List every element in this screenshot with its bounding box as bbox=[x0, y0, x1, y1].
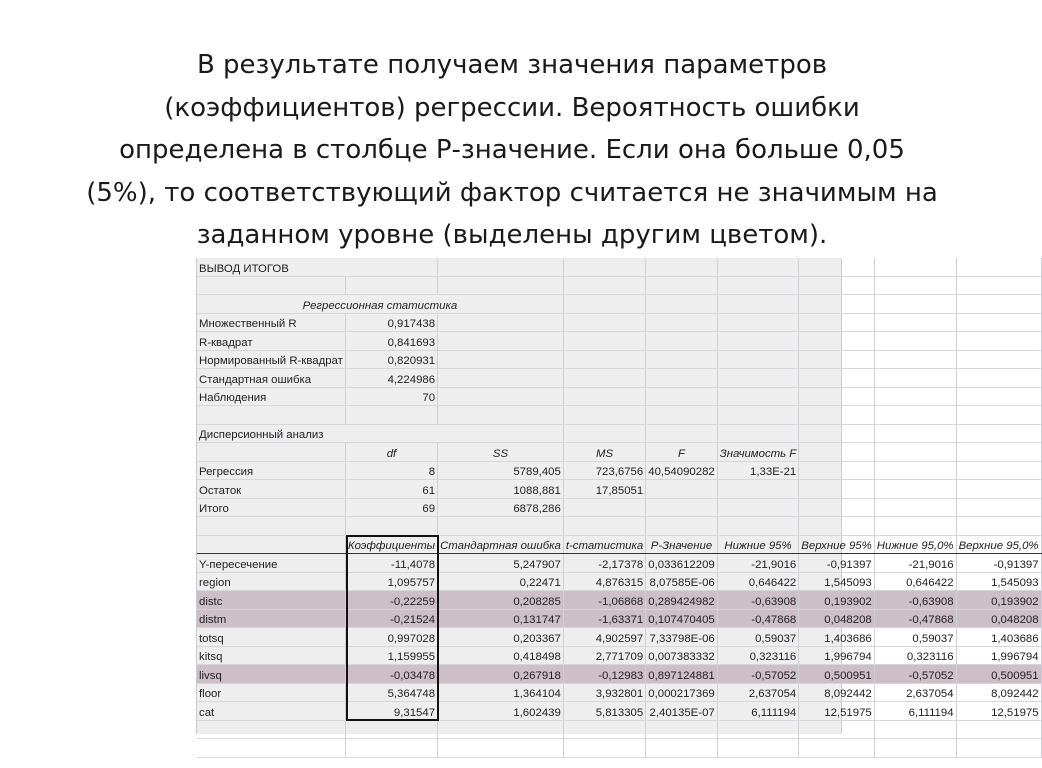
coef-variable-name: totsq bbox=[197, 628, 345, 647]
anova-ms bbox=[563, 498, 645, 517]
coefficient-value: 9,31547 bbox=[345, 702, 437, 721]
coef-stat-value: 2,771709 bbox=[563, 646, 645, 665]
coef-header: Коэффициенты bbox=[345, 535, 437, 554]
empty-cell bbox=[646, 295, 718, 314]
coef-stat-value: 0,500951 bbox=[799, 665, 875, 684]
coef-stat-value: 0,203367 bbox=[438, 628, 564, 647]
empty-row bbox=[197, 517, 1041, 536]
empty-cell bbox=[956, 332, 1041, 351]
coefficient-value: 1,095757 bbox=[345, 572, 437, 591]
empty-cell bbox=[956, 424, 1041, 443]
empty-cell bbox=[717, 332, 799, 351]
empty-cell bbox=[956, 350, 1041, 369]
empty-cell bbox=[438, 387, 564, 406]
empty-cell bbox=[717, 517, 799, 536]
anova-header: F bbox=[646, 443, 718, 462]
empty-cell bbox=[799, 424, 875, 443]
empty-cell bbox=[799, 406, 875, 425]
regstat-label: R-квадрат bbox=[197, 332, 345, 351]
empty-cell bbox=[956, 406, 1041, 425]
coef-stat-value: -0,91397 bbox=[956, 554, 1041, 573]
coef-stat-value: 0,289424982 bbox=[646, 591, 718, 610]
regstat-value: 70 bbox=[345, 387, 437, 406]
empty-row bbox=[197, 739, 1041, 758]
empty-row bbox=[197, 276, 1041, 295]
anova-ms: 17,85051 bbox=[563, 480, 645, 499]
slide-title bbox=[40, 44, 984, 257]
coef-stat-value: 7,33798E-06 bbox=[646, 628, 718, 647]
coef-stat-value: 0,646422 bbox=[717, 572, 799, 591]
empty-cell bbox=[799, 498, 875, 517]
coef-stat-value: 2,637054 bbox=[717, 683, 799, 702]
empty-cell bbox=[563, 350, 645, 369]
empty-cell bbox=[345, 720, 437, 739]
empty-cell bbox=[563, 276, 645, 295]
empty-cell bbox=[197, 720, 345, 739]
regstat-label: Нормированный R-квадрат bbox=[197, 350, 345, 369]
regstat-label: Множественный R bbox=[197, 313, 345, 332]
empty-cell bbox=[874, 443, 956, 462]
empty-cell bbox=[646, 517, 718, 536]
empty-cell bbox=[799, 332, 875, 351]
regstat-value: 4,224986 bbox=[345, 369, 437, 388]
coef-header: Нижние 95,0% bbox=[874, 535, 956, 554]
empty-cell bbox=[197, 535, 345, 554]
summary-title: ВЫВОД ИТОГОВ bbox=[197, 258, 438, 276]
coef-stat-value: 0,193902 bbox=[956, 591, 1041, 610]
anova-row bbox=[197, 480, 1041, 499]
empty-cell bbox=[717, 350, 799, 369]
coef-row bbox=[197, 591, 1041, 610]
empty-cell bbox=[799, 276, 875, 295]
coef-stat-value: 1,364104 bbox=[438, 683, 564, 702]
empty-cell bbox=[563, 739, 645, 758]
empty-cell bbox=[799, 350, 875, 369]
coef-variable-name: region bbox=[197, 572, 345, 591]
empty-cell bbox=[956, 498, 1041, 517]
anova-row bbox=[197, 498, 1041, 517]
coef-stat-value: -1,06868 bbox=[563, 591, 645, 610]
empty-cell bbox=[956, 720, 1041, 739]
empty-cell bbox=[874, 332, 956, 351]
coefficient-value: 5,364748 bbox=[345, 683, 437, 702]
title-line: определена в столбце Р-значение. Если она больше 0,05 bbox=[119, 135, 905, 165]
title-line: (коэффициентов) регрессии. Вероятность ошибки bbox=[164, 92, 860, 123]
empty-cell bbox=[345, 276, 437, 295]
empty-cell bbox=[799, 443, 875, 462]
coefficient-value: -0,21524 bbox=[345, 609, 437, 628]
empty-cell bbox=[646, 276, 718, 295]
regstat-label: Наблюдения bbox=[197, 387, 345, 406]
anova-df: 69 bbox=[345, 498, 437, 517]
coef-stat-value: 1,545093 bbox=[799, 572, 875, 591]
coef-variable-name: kitsq bbox=[197, 646, 345, 665]
empty-cell bbox=[438, 258, 564, 276]
empty-cell bbox=[563, 387, 645, 406]
empty-cell bbox=[563, 313, 645, 332]
anova-ss: 1088,881 bbox=[438, 480, 564, 499]
anova-ss: 5789,405 bbox=[438, 461, 564, 480]
regstat-value: 0,917438 bbox=[345, 313, 437, 332]
empty-cell bbox=[717, 406, 799, 425]
empty-cell bbox=[956, 258, 1041, 276]
coef-row bbox=[197, 609, 1041, 628]
empty-cell bbox=[799, 739, 875, 758]
empty-cell bbox=[438, 406, 564, 425]
empty-cell bbox=[646, 424, 718, 443]
empty-cell bbox=[874, 517, 956, 536]
empty-cell bbox=[646, 350, 718, 369]
empty-cell bbox=[438, 313, 564, 332]
empty-cell bbox=[563, 424, 645, 443]
anova-label: Остаток bbox=[197, 480, 345, 499]
coef-stat-value: 8,07585E-06 bbox=[646, 572, 718, 591]
coef-stat-value: 0,267918 bbox=[438, 665, 564, 684]
coef-stat-value: -0,63908 bbox=[874, 591, 956, 610]
empty-cell bbox=[874, 295, 956, 314]
regression-output-table bbox=[197, 258, 1042, 758]
coef-stat-value: 2,637054 bbox=[874, 683, 956, 702]
regstat-value: 0,841693 bbox=[345, 332, 437, 351]
coef-stat-value: 1,602439 bbox=[438, 702, 564, 721]
coef-header: t-статистика bbox=[563, 535, 645, 554]
coef-header: Верхние 95% bbox=[799, 535, 875, 554]
coef-stat-value: 6,111194 bbox=[874, 702, 956, 721]
empty-cell bbox=[874, 387, 956, 406]
empty-cell bbox=[717, 739, 799, 758]
coef-row bbox=[197, 665, 1041, 684]
empty-cell bbox=[197, 443, 345, 462]
coef-stat-value: -0,12983 bbox=[563, 665, 645, 684]
coef-variable-name: floor bbox=[197, 683, 345, 702]
empty-cell bbox=[717, 369, 799, 388]
anova-header: SS bbox=[438, 443, 564, 462]
coef-stat-value: -0,57052 bbox=[717, 665, 799, 684]
coef-header: P-Значение bbox=[646, 535, 718, 554]
empty-cell bbox=[563, 720, 645, 739]
coef-stat-value: 8,092442 bbox=[956, 683, 1041, 702]
empty-cell bbox=[345, 406, 437, 425]
anova-f: 40,54090282 bbox=[646, 461, 718, 480]
empty-cell bbox=[874, 461, 956, 480]
empty-cell bbox=[799, 720, 875, 739]
coef-stat-value: 2,40135E-07 bbox=[646, 702, 718, 721]
empty-cell bbox=[799, 387, 875, 406]
coef-stat-value: 0,897124881 bbox=[646, 665, 718, 684]
empty-row bbox=[197, 406, 1041, 425]
empty-cell bbox=[438, 332, 564, 351]
coef-stat-value: 0,033612209 bbox=[646, 554, 718, 573]
title-line: (5%), то соответствующий фактор считается не значимым на bbox=[86, 177, 938, 208]
anova-title-row bbox=[197, 424, 1041, 443]
anova-ss: 6878,286 bbox=[438, 498, 564, 517]
coef-row bbox=[197, 572, 1041, 591]
empty-row bbox=[197, 720, 1041, 739]
empty-cell bbox=[717, 720, 799, 739]
coefficient-value: -0,03478 bbox=[345, 665, 437, 684]
anova-header: MS bbox=[563, 443, 645, 462]
regstat-title-row bbox=[197, 295, 1041, 314]
empty-cell bbox=[563, 406, 645, 425]
anova-f bbox=[646, 480, 718, 499]
coef-stat-value: 0,193902 bbox=[799, 591, 875, 610]
empty-cell bbox=[874, 720, 956, 739]
empty-cell bbox=[717, 313, 799, 332]
coef-variable-name: distc bbox=[197, 591, 345, 610]
coef-header: Нижние 95% bbox=[717, 535, 799, 554]
coefficient-value: 0,997028 bbox=[345, 628, 437, 647]
regstat-row bbox=[197, 350, 1041, 369]
coef-stat-value: 0,107470405 bbox=[646, 609, 718, 628]
coef-stat-value: 0,048208 bbox=[956, 609, 1041, 628]
anova-sig bbox=[717, 498, 799, 517]
anova-sig: 1,33E-21 bbox=[717, 461, 799, 480]
coef-stat-value: 0,007383332 bbox=[646, 646, 718, 665]
coef-stat-value: 4,876315 bbox=[563, 572, 645, 591]
anova-ms: 723,6756 bbox=[563, 461, 645, 480]
empty-cell bbox=[563, 258, 645, 276]
coef-header: Верхние 95,0% bbox=[956, 535, 1041, 554]
empty-cell bbox=[874, 258, 956, 276]
empty-cell bbox=[438, 517, 564, 536]
coef-stat-value: 3,932801 bbox=[563, 683, 645, 702]
spreadsheet-screenshot bbox=[196, 258, 1039, 734]
regstat-value: 0,820931 bbox=[345, 350, 437, 369]
coef-stat-value: 0,048208 bbox=[799, 609, 875, 628]
coef-stat-value: 0,418498 bbox=[438, 646, 564, 665]
empty-cell bbox=[646, 332, 718, 351]
coef-row bbox=[197, 702, 1041, 721]
empty-cell bbox=[874, 276, 956, 295]
empty-cell bbox=[563, 295, 645, 314]
coef-stat-value: -2,17378 bbox=[563, 554, 645, 573]
empty-cell bbox=[438, 739, 564, 758]
coefficient-value: 1,159955 bbox=[345, 646, 437, 665]
empty-cell bbox=[956, 369, 1041, 388]
empty-cell bbox=[956, 387, 1041, 406]
empty-cell bbox=[874, 480, 956, 499]
coef-stat-value: 5,813305 bbox=[563, 702, 645, 721]
coef-stat-value: 0,59037 bbox=[874, 628, 956, 647]
empty-cell bbox=[874, 350, 956, 369]
regstat-title: Регрессионная статистика bbox=[197, 295, 563, 314]
coef-row bbox=[197, 683, 1041, 702]
coef-stat-value: -0,91397 bbox=[799, 554, 875, 573]
empty-cell bbox=[799, 461, 875, 480]
coef-stat-value: 12,51975 bbox=[956, 702, 1041, 721]
coef-stat-value: 4,902597 bbox=[563, 628, 645, 647]
coef-stat-value: -21,9016 bbox=[874, 554, 956, 573]
coef-stat-value: 8,092442 bbox=[799, 683, 875, 702]
anova-header: Значимость F bbox=[717, 443, 799, 462]
coef-stat-value: -0,47868 bbox=[717, 609, 799, 628]
coef-stat-value: 0,000217369 bbox=[646, 683, 718, 702]
coef-stat-value: 0,323116 bbox=[717, 646, 799, 665]
empty-cell bbox=[717, 276, 799, 295]
coef-row bbox=[197, 646, 1041, 665]
empty-cell bbox=[874, 424, 956, 443]
empty-cell bbox=[197, 406, 345, 425]
empty-cell bbox=[197, 739, 345, 758]
empty-cell bbox=[717, 295, 799, 314]
empty-cell bbox=[563, 517, 645, 536]
anova-label: Итого bbox=[197, 498, 345, 517]
empty-cell bbox=[799, 295, 875, 314]
empty-cell bbox=[345, 517, 437, 536]
title-line: В результате получаем значения параметров bbox=[196, 50, 828, 80]
empty-cell bbox=[646, 369, 718, 388]
empty-cell bbox=[646, 258, 718, 276]
summary-title-row bbox=[197, 258, 1041, 276]
coefficient-value: -0,22259 bbox=[345, 591, 437, 610]
coef-variable-name: Y-пересечение bbox=[197, 554, 345, 573]
coef-stat-value: 0,323116 bbox=[874, 646, 956, 665]
empty-cell bbox=[956, 276, 1041, 295]
empty-cell bbox=[197, 276, 345, 295]
regstat-row bbox=[197, 313, 1041, 332]
coef-stat-value: 1,996794 bbox=[799, 646, 875, 665]
empty-cell bbox=[874, 369, 956, 388]
anova-f bbox=[646, 498, 718, 517]
regstat-row bbox=[197, 387, 1041, 406]
anova-header: df bbox=[345, 443, 437, 462]
coef-stat-value: 1,545093 bbox=[956, 572, 1041, 591]
coef-stat-value: 0,131747 bbox=[438, 609, 564, 628]
empty-cell bbox=[438, 276, 564, 295]
empty-cell bbox=[799, 313, 875, 332]
empty-cell bbox=[799, 258, 875, 276]
coef-stat-value: -0,47868 bbox=[874, 609, 956, 628]
anova-df: 61 bbox=[345, 480, 437, 499]
empty-cell bbox=[646, 739, 718, 758]
regstat-label: Стандартная ошибка bbox=[197, 369, 345, 388]
coef-stat-value: 6,111194 bbox=[717, 702, 799, 721]
empty-cell bbox=[799, 517, 875, 536]
coef-stat-value: -1,63371 bbox=[563, 609, 645, 628]
empty-cell bbox=[563, 369, 645, 388]
empty-cell bbox=[874, 406, 956, 425]
coef-stat-value: -0,63908 bbox=[717, 591, 799, 610]
anova-title: Дисперсионный анализ bbox=[197, 424, 563, 443]
coef-row bbox=[197, 554, 1041, 573]
regstat-row bbox=[197, 332, 1041, 351]
coef-variable-name: distm bbox=[197, 609, 345, 628]
empty-cell bbox=[646, 313, 718, 332]
empty-cell bbox=[438, 369, 564, 388]
coef-stat-value: 0,59037 bbox=[717, 628, 799, 647]
coef-stat-value: -0,57052 bbox=[874, 665, 956, 684]
empty-cell bbox=[956, 313, 1041, 332]
empty-cell bbox=[874, 313, 956, 332]
anova-df: 8 bbox=[345, 461, 437, 480]
coef-stat-value: 0,208285 bbox=[438, 591, 564, 610]
anova-label: Регрессия bbox=[197, 461, 345, 480]
coef-variable-name: cat bbox=[197, 702, 345, 721]
empty-cell bbox=[956, 461, 1041, 480]
coef-row bbox=[197, 628, 1041, 647]
empty-cell bbox=[799, 369, 875, 388]
empty-cell bbox=[956, 480, 1041, 499]
coef-stat-value: 1,403686 bbox=[956, 628, 1041, 647]
coef-stat-value: -21,9016 bbox=[717, 554, 799, 573]
empty-cell bbox=[438, 720, 564, 739]
empty-cell bbox=[646, 406, 718, 425]
empty-cell bbox=[956, 739, 1041, 758]
coef-stat-value: 0,500951 bbox=[956, 665, 1041, 684]
coef-header: Стандартная ошибка bbox=[438, 535, 564, 554]
anova-header-row bbox=[197, 443, 1041, 462]
coef-header-row bbox=[197, 535, 1041, 554]
coef-stat-value: 0,646422 bbox=[874, 572, 956, 591]
empty-cell bbox=[874, 498, 956, 517]
coef-stat-value: 1,996794 bbox=[956, 646, 1041, 665]
empty-cell bbox=[956, 443, 1041, 462]
empty-cell bbox=[646, 720, 718, 739]
coef-stat-value: 12,51975 bbox=[799, 702, 875, 721]
empty-cell bbox=[563, 332, 645, 351]
empty-cell bbox=[717, 424, 799, 443]
coef-stat-value: 1,403686 bbox=[799, 628, 875, 647]
empty-cell bbox=[717, 387, 799, 406]
regstat-row bbox=[197, 369, 1041, 388]
anova-row bbox=[197, 461, 1041, 480]
empty-cell bbox=[717, 258, 799, 276]
empty-cell bbox=[956, 295, 1041, 314]
coefficient-value: -11,4078 bbox=[345, 554, 437, 573]
coef-stat-value: 5,247907 bbox=[438, 554, 564, 573]
empty-cell bbox=[646, 387, 718, 406]
empty-cell bbox=[956, 517, 1041, 536]
anova-sig bbox=[717, 480, 799, 499]
empty-cell bbox=[197, 517, 345, 536]
coef-variable-name: livsq bbox=[197, 665, 345, 684]
empty-cell bbox=[438, 350, 564, 369]
empty-cell bbox=[874, 739, 956, 758]
title-line: заданном уровне (выделены другим цветом). bbox=[196, 220, 828, 250]
empty-cell bbox=[345, 739, 437, 758]
coef-stat-value: 0,22471 bbox=[438, 572, 564, 591]
empty-cell bbox=[799, 480, 875, 499]
